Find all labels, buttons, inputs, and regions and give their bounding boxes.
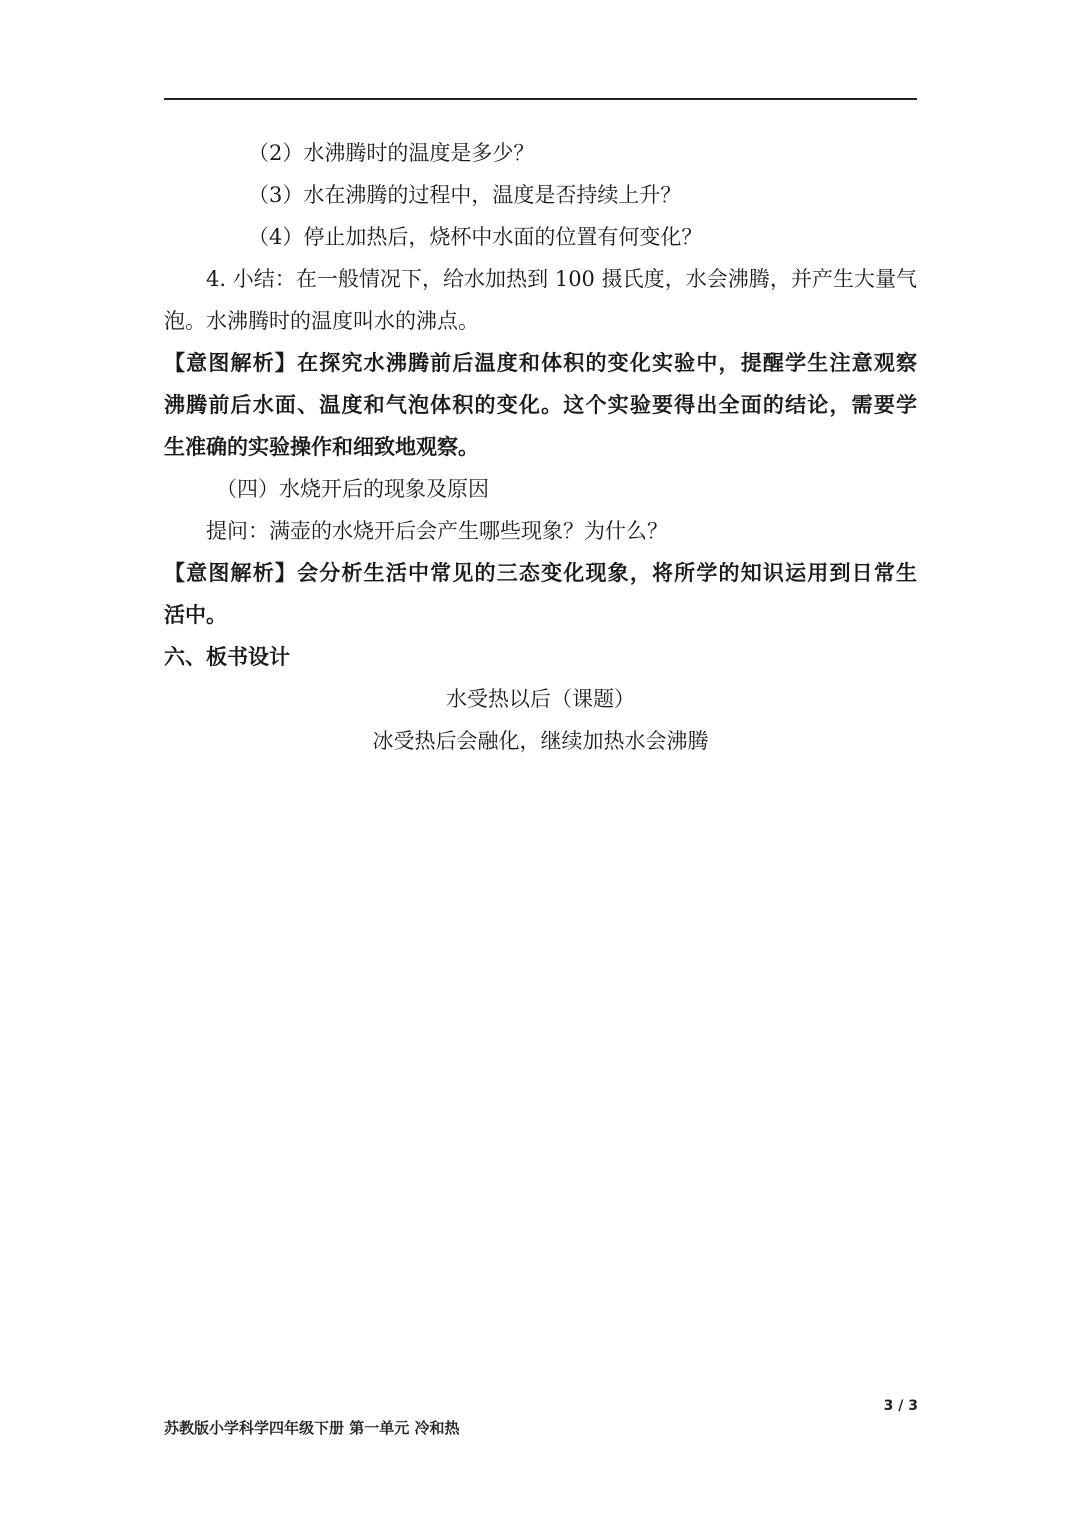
section-6-title: 六、板书设计 xyxy=(164,644,290,669)
board-title: 水受热以后（课题） xyxy=(446,687,635,711)
page-number: 3 / 3 xyxy=(883,1398,918,1414)
header-rule xyxy=(164,98,917,100)
intent-analysis-2-line-1: 【意图解析】会分析生活中常见的三态变化现象，将所学的知识运用到日常生 xyxy=(164,560,917,585)
intent-analysis-1-line-1: 【意图解析】在探究水沸腾前后温度和体积的变化实验中，提醒学生注意观察 xyxy=(164,350,917,375)
intent-analysis-1-line-2: 沸腾前后水面、温度和气泡体积的变化。这个实验要得出全面的结论，需要学 xyxy=(164,392,917,417)
section-4-title: （四）水烧开后的现象及原因 xyxy=(216,477,489,501)
summary-line-1: 4. 小结：在一般情况下，给水加热到 100 摄氏度，水会沸腾，并产生大量气 xyxy=(206,267,917,291)
question-3: （3）水在沸腾的过程中，温度是否持续上升？ xyxy=(248,183,682,207)
page-footer: 苏教版小学科学四年级下册 第一单元 冷和热 xyxy=(164,1419,460,1437)
intent-analysis-1-line-3: 生准确的实验操作和细致地观察。 xyxy=(164,434,479,459)
board-content: 冰受热后会融化，继续加热水会沸腾 xyxy=(372,729,709,753)
summary-line-2: 泡。水沸腾时的温度叫水的沸点。 xyxy=(164,309,479,333)
section-4-question: 提问：满壶的水烧开后会产生哪些现象？为什么？ xyxy=(206,519,668,543)
question-4: （4）停止加热后，烧杯中水面的位置有何变化？ xyxy=(248,225,703,249)
intent-analysis-2-line-2: 活中。 xyxy=(164,602,227,627)
question-2: （2）水沸腾时的温度是多少？ xyxy=(248,141,535,165)
document-body xyxy=(164,132,917,762)
